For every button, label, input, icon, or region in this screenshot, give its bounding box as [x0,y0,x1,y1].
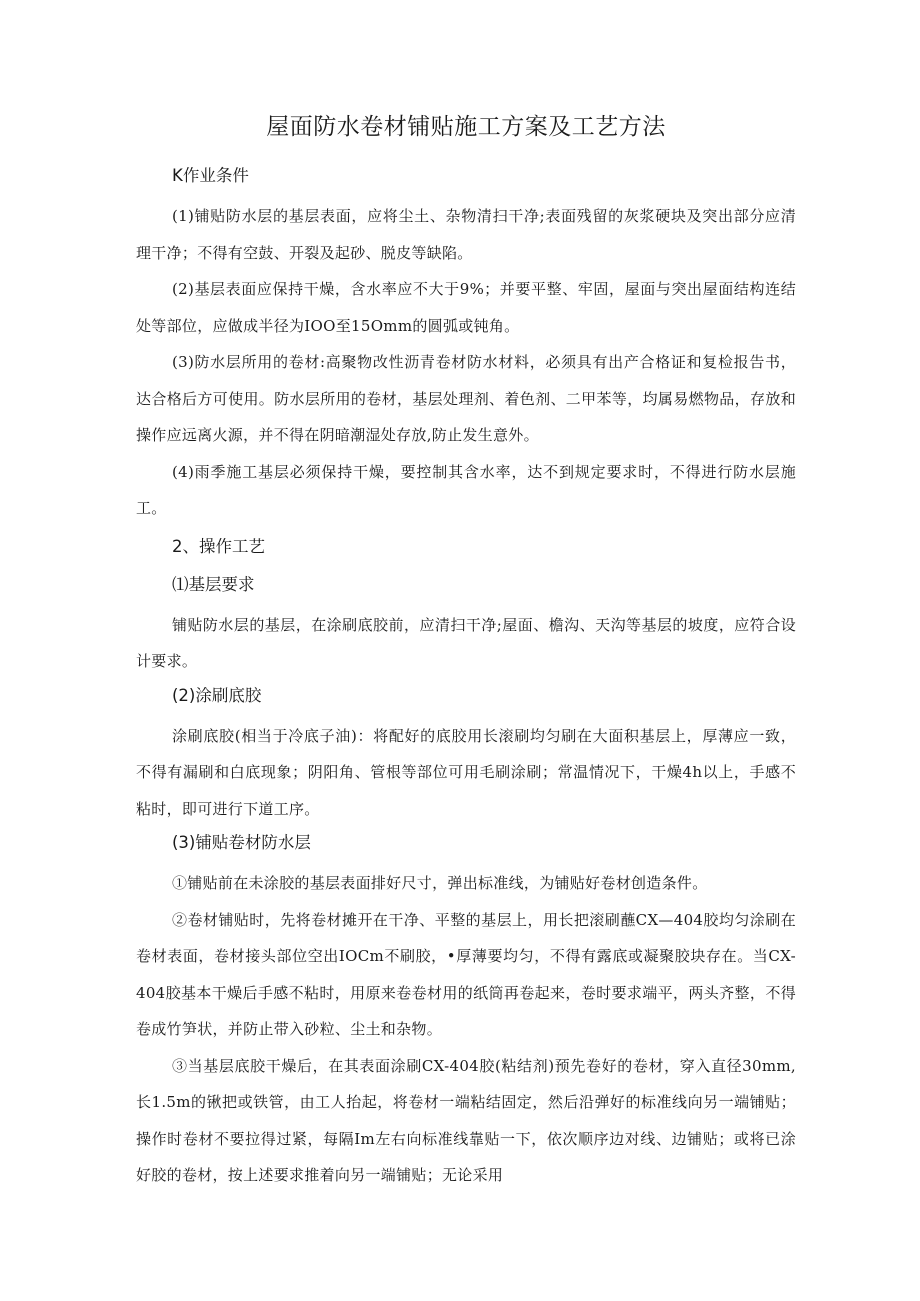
section-heading: 2、操作工艺 [172,536,265,556]
paragraph: 铺贴防水层的基层，在涂刷底胶前，应清扫干净;屋面、檐沟、天沟等基层的坡度，应符合设计要求。 [136,615,796,670]
paragraph: ③当基层底胶干燥后，在其表面涂刷CX-404胶(粘结剂)预先卷好的卷材，穿入直径30mm,长1.5m的锹把或铁管，由工人抬起，将卷材一端粘结固定，然后沿弹好的标准线向另一端铺贴；操作时卷材不要拉得过紧，每隔Im左右向标准线靠贴一下，依次顺序边对线、边铺贴；或将已涂好胶的卷材，按上述要求推着向另一端铺贴；无论采用 [136,1056,796,1184]
paragraph: (4)雨季施工基层必须保持干燥，要控制其含水率，达不到规定要求时，不得进行防水层施工。 [136,462,796,517]
paragraph: (2)基层表面应保持干燥，含水率应不大于9%；并要平整、牢固，屋面与突出屋面结构连结处等部位，应做成半径为IOO至15Omm的圆弧或钝角。 [136,280,796,335]
page-title: 屋面防水卷材铺贴施工方案及工艺方法 [266,114,666,140]
section-heading: K作业条件 [172,166,249,185]
subsection-heading: (2)涂刷底胶 [172,685,262,705]
paragraph: (3)防水层所用的卷材:高聚物改性沥青卷材防水材料，必须具有出产合格证和复检报告书，达合格后方可使用。防水层所用的卷材，基层处理剂、着色剂、二甲苯等，均属易燃物品，存放和操作应远离火源，并不得在阴暗潮湿处存放,防止发生意外。 [136,353,796,444]
subsection-heading: ⑴基层要求 [172,574,255,594]
section-operation-process [136,531,796,1194]
paragraph: ②卷材铺贴时，先将卷材摊开在干净、平整的基层上，用长把滚刷蘸CX—404胶均匀涂刷在卷材表面，卷材接头部位空出IOCm不刷胶，•厚薄要均匀，不得有露底或凝聚胶块存在。当CX-404胶基本干燥后手感不粘时，用原来卷卷材用的纸筒再卷起来，卷时要求端平，两头齐整，不得卷成竹笋状，并防止带入砂粒、尘土和杂物。 [136,910,796,1038]
section-work-conditions [136,160,796,527]
subsection-heading: (3)铺贴卷材防水层 [172,833,311,852]
paragraph: ①铺贴前在未涂胶的基层表面排好尺寸，弹出标准线，为铺贴好卷材创造条件。 [172,874,708,892]
paragraph: 涂刷底胶(相当于冷底子油)：将配好的底胶用长滚刷均匀刷在大面积基层上，厚薄应一致，不得有漏刷和白底现象；阴阳角、管根等部位可用毛刷涂刷；常温情况下，干燥4h以上，手感不粘时，即可进行下道工序。 [136,726,796,818]
paragraph: (1)铺贴防水层的基层表面，应将尘土、杂物清扫干净;表面残留的灰浆硬块及突出部分应清理干净；不得有空鼓、开裂及起砂、脱皮等缺陷。 [136,207,796,262]
